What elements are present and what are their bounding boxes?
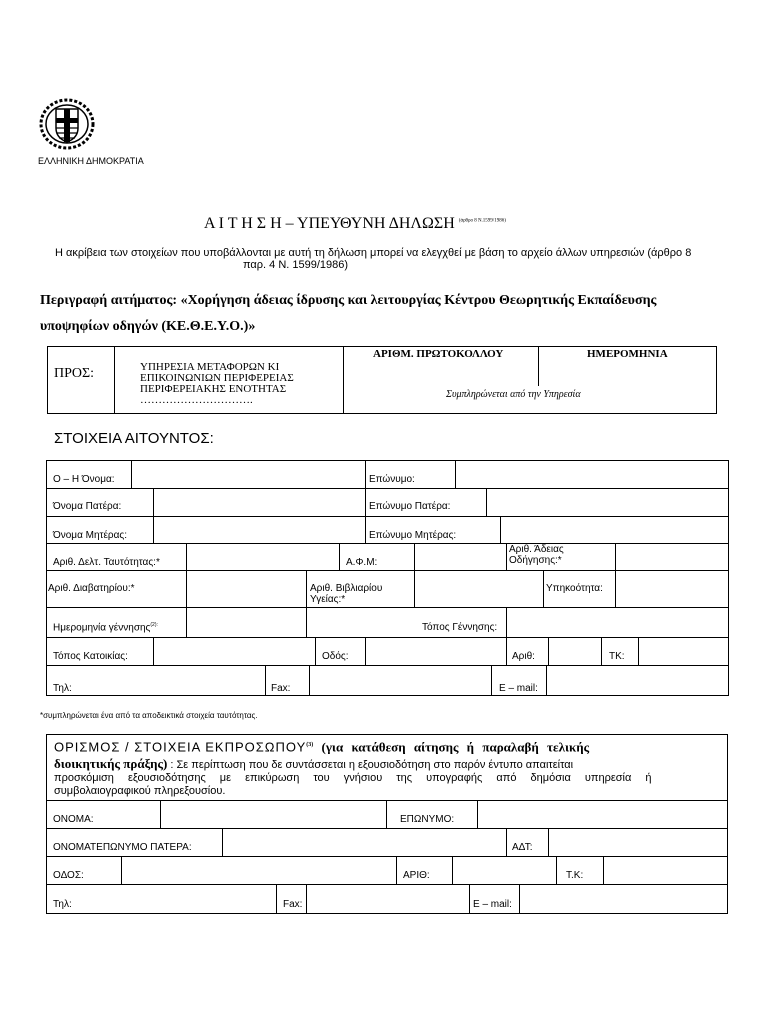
postal-code-field[interactable]: [639, 638, 728, 665]
identity-footnote: *συμπληρώνεται ένα από τα αποδεικτικά στοιχεία ταυτότητας.: [40, 711, 258, 720]
rep-phone-label: Τηλ:: [53, 899, 72, 910]
rep-number-field[interactable]: [453, 857, 556, 884]
passport-label: Αριθ. Διαβατηρίου:*: [48, 583, 135, 594]
accuracy-notice-line2: παρ. 4 Ν. 1599/1986): [243, 259, 349, 271]
father-name-field[interactable]: [154, 489, 365, 516]
representative-title-bold: (για κατάθεση αίτησης ή παραλαβή τελικής: [313, 739, 590, 755]
representative-header: [54, 737, 718, 774]
representative-note-part1: : Σε περίπτωση που δε συντάσσεται η εξουσιοδότηση στο παρόν έντυπο απαιτείται: [167, 759, 574, 772]
representative-note: [54, 772, 652, 798]
birth-place-field[interactable]: [507, 608, 728, 637]
driving-license-field[interactable]: [616, 544, 728, 570]
rep-name-label: ΟΝΟΜΑ:: [53, 814, 94, 825]
rep-father-fullname-field[interactable]: [223, 829, 506, 856]
birth-place-label: Τόπος Γέννησης:: [422, 622, 498, 633]
recipient-service-line2: ΕΠΙΚΟΙΝΩΝΙΩΝ ΠΕΡΙΦΕΡΕΙΑΣ: [140, 372, 294, 384]
page-title-text: Α Ι Τ Η Σ Η – ΥΠΕΥΘΥΝΗ ΔΗΛΩΣΗ: [204, 215, 455, 232]
driving-license-label: [509, 544, 564, 566]
first-name-field[interactable]: [132, 461, 365, 488]
request-description: [40, 288, 656, 340]
mother-name-field[interactable]: [154, 517, 365, 543]
page-title: [204, 215, 506, 233]
rep-name-field[interactable]: [161, 801, 386, 828]
date-field[interactable]: [539, 362, 716, 386]
driving-license-label-line2: Οδήγησης:*: [509, 555, 562, 566]
applicant-section-title: ΣΤΟΙΧΕΙΑ ΑΙΤΟΥΝΤΟΣ:: [54, 430, 214, 447]
citizenship-label: Υπηκοότητα:: [546, 583, 603, 594]
fax-label: Fax:: [271, 683, 291, 694]
father-surname-label: Επώνυμο Πατέρα:: [369, 501, 451, 512]
citizenship-field[interactable]: [616, 571, 728, 607]
rep-fax-label: Fax:: [283, 899, 303, 910]
rep-number-label: ΑΡΙΘ:: [403, 870, 430, 881]
representative-title: ΟΡΙΣΜΟΣ / ΣΤΟΙΧΕΙΑ ΕΚΠΡΟΣΩΠΟΥ: [54, 739, 307, 755]
rep-fax-field[interactable]: [307, 885, 469, 914]
date-header: ΗΜΕΡΟΜΗΝΙΑ: [587, 348, 668, 360]
recipient-service-line1: ΥΠΗΡΕΣΙΑ ΜΕΤΑΦΟΡΩΝ ΚΙ: [140, 361, 280, 373]
birth-date-field[interactable]: [187, 608, 306, 637]
recipient-service-line4: ………………………….: [140, 394, 253, 406]
accuracy-notice: [55, 247, 691, 271]
health-book-label: [310, 583, 382, 605]
recipient-service: [140, 362, 294, 406]
afm-label: Α.Φ.Μ:: [346, 557, 378, 568]
id-card-field[interactable]: [187, 544, 339, 570]
coat-of-arms-emblem: [38, 98, 96, 150]
page-title-ref: (άρθρο 8 Ν.1599/1986): [458, 218, 506, 224]
phone-field[interactable]: [80, 666, 265, 696]
mother-surname-label: Επώνυμο Μητέρας:: [369, 530, 457, 541]
passport-field[interactable]: [187, 571, 306, 607]
representative-title-ref: (3): [306, 742, 314, 748]
rep-phone-field[interactable]: [80, 885, 276, 914]
country-name: ΕΛΛΗΝΙΚΗ ΔΗΜΟΚΡΑΤΙΑ: [38, 156, 144, 166]
mother-surname-field[interactable]: [501, 517, 728, 543]
number-label: Αριθ:: [512, 651, 535, 662]
health-book-label-line1: Αριθ. Βιβλιαρίου: [310, 583, 383, 594]
birth-date-label: [53, 622, 158, 633]
request-description-line2: υποψηφίων οδηγών (ΚΕ.Θ.Ε.Υ.Ο.)»: [40, 319, 256, 334]
birth-date-label-text: Ημερομηνία γέννησης: [53, 622, 151, 634]
representative-note-line2: προσκόμιση εξουσιοδότησης με επικύρωση του γνήσιου της υπογραφής από δημόσια υπηρεσία ή: [54, 772, 652, 784]
pros-label: ΠΡΟΣ:: [54, 366, 95, 381]
rep-postal-field[interactable]: [604, 857, 727, 884]
fax-field[interactable]: [310, 666, 491, 696]
request-description-line1: Περιγραφή αιτήματος: «Χορήγηση άδειας ίδρυσης και λειτουργίας Κέντρου Θεωρητικής Εκπαίδευσης: [40, 293, 657, 308]
first-name-label: Ο – Η Όνομα:: [53, 474, 115, 485]
representative-title-bold2: διοικητικής πράξης): [54, 756, 168, 772]
service-fill-note: Συμπληρώνεται από την Υπηρεσία: [446, 389, 581, 400]
afm-field[interactable]: [415, 544, 506, 570]
father-surname-field[interactable]: [487, 489, 728, 516]
recipient-service-line3: ΠΕΡΙΦΕΡΕΙΑΚΗΣ ΕΝΟΤΗΤΑΣ: [140, 383, 287, 395]
last-name-field[interactable]: [456, 461, 728, 488]
rep-email-label: Ε – mail:: [473, 899, 512, 910]
representative-note-line3: συμβολαιογραφικού πληρεξουσίου.: [54, 785, 226, 797]
protocol-number-field[interactable]: [344, 362, 538, 386]
rep-postal-label: Τ.Κ:: [566, 870, 584, 881]
accuracy-notice-line1: Η ακρίβεια των στοιχείων που υποβάλλονται με αυτή τη δήλωση μπορεί να ελεγχθεί με βάση το αρχείο άλλων υπηρεσιών (άρθρο 8: [55, 247, 692, 259]
rep-street-label: ΟΔΟΣ:: [53, 870, 84, 881]
id-card-label: Αριθ. Δελτ. Ταυτότητας:*: [53, 557, 160, 568]
health-book-label-line2: Υγείας:*: [310, 594, 346, 605]
postal-code-label: ΤΚ:: [609, 651, 625, 662]
residence-field[interactable]: [154, 638, 315, 665]
phone-label: Τηλ:: [53, 683, 72, 694]
rep-father-fullname-label: ΟΝΟΜΑΤΕΠΩΝΥΜΟ ΠΑΤΕΡΑ:: [53, 842, 192, 853]
rep-email-field[interactable]: [520, 885, 727, 914]
birth-date-label-ref: (2):: [150, 622, 158, 628]
rep-street-field[interactable]: [122, 857, 396, 884]
email-label: Ε – mail:: [499, 683, 538, 694]
father-name-label: Όνομα Πατέρα:: [53, 501, 122, 512]
last-name-label: Επώνυμο:: [369, 474, 415, 485]
rep-adt-field[interactable]: [549, 829, 727, 856]
street-label: Οδός:: [322, 651, 349, 662]
email-field[interactable]: [547, 666, 728, 696]
rep-surname-field[interactable]: [478, 801, 727, 828]
residence-label: Τόπος Κατοικίας:: [53, 651, 128, 662]
health-book-field[interactable]: [415, 571, 543, 607]
number-field[interactable]: [549, 638, 601, 665]
protocol-number-header: ΑΡΙΘΜ. ΠΡΩΤΟΚΟΛΛΟΥ: [373, 348, 504, 360]
rep-adt-label: ΑΔΤ:: [512, 842, 533, 853]
mother-name-label: Όνομα Μητέρας:: [53, 530, 127, 541]
representative-header-line1: [54, 737, 718, 755]
driving-license-label-line1: Αριθ. Άδειας: [509, 544, 564, 555]
street-field[interactable]: [366, 638, 506, 665]
rep-surname-label: ΕΠΩΝΥΜΟ:: [400, 814, 455, 825]
